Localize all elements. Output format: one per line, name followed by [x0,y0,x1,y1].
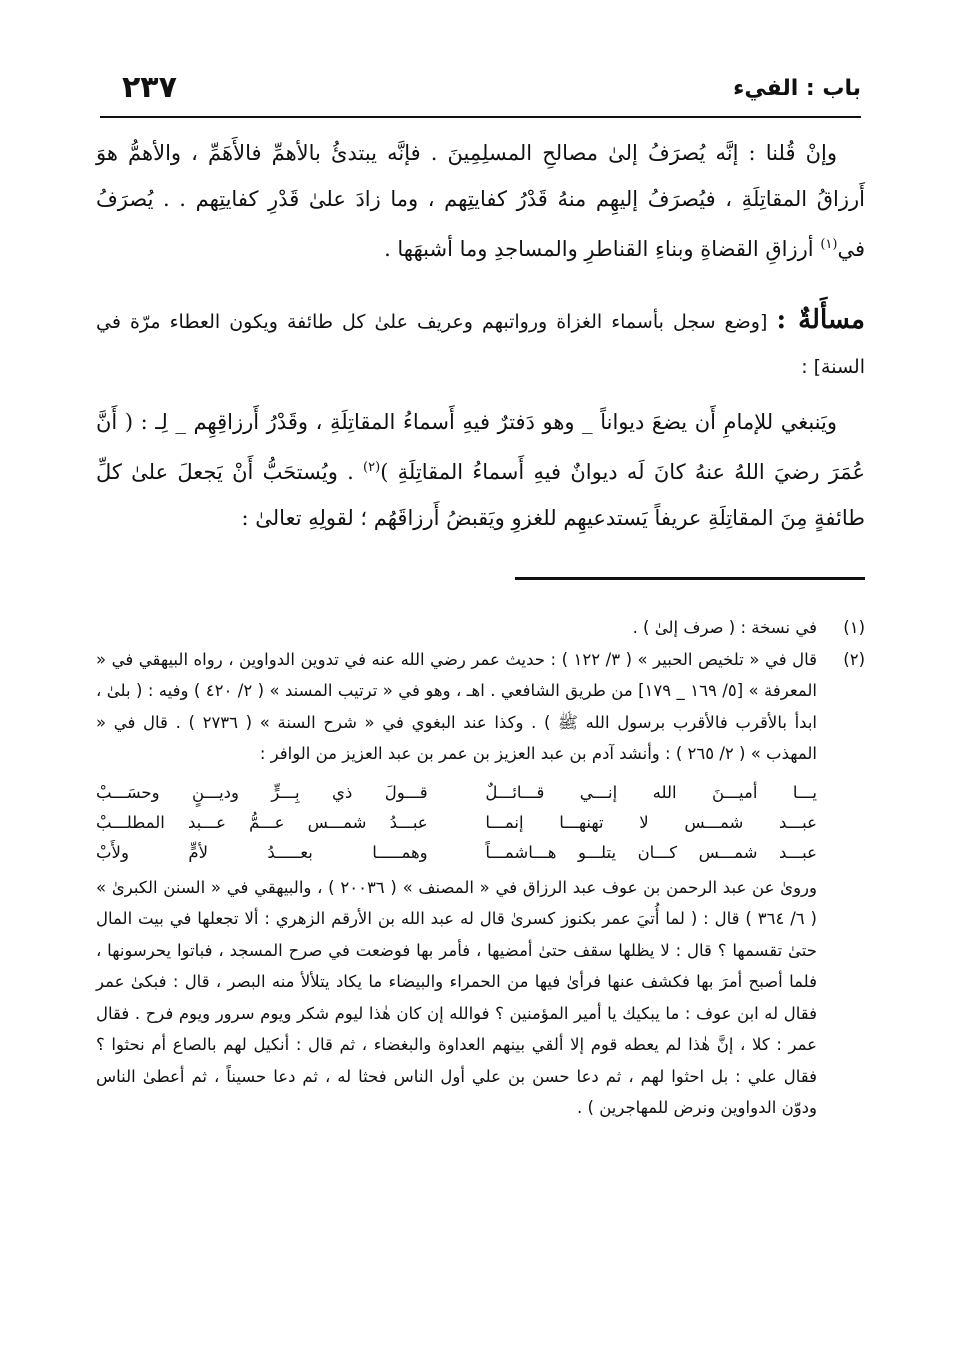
poem-line [96,778,817,808]
paragraph-2-text: ويَنبغي للإمامِ أَن يضعَ ديواناً _ وهو دَفترٌ فيهِ أَسماءُ المقاتِلَةِ ، وقَدْرُ أَرزاقِهِم _ لِـ : ( أَنَّ عُمَرَ رضيَ اللهُ عنهُ كانَ لَه ديوانٌ فيهِ أَسماءُ المقاتِلَةِ ) [96,410,865,484]
footnote-number: (٢) [843,649,865,669]
poem-first-hemistich: عبـــد شمـــس لا تهنهـــا إنمـــا [485,812,817,832]
issue-heading [96,298,865,389]
footnote-separator [515,577,865,580]
poem-first-hemistich: يـــا أميـــنَ الله إنـــي قـــائـــلٌ [485,782,817,802]
footnote-text: قال في « تلخيص الحبير » ( ٣/ ١٢٢ ) : حديث عمر رضي الله عنه في تدوين الدواوين ، رواه البيهقي في « المعرفة » [٥/ ١٦٩ _ ١٧٩] من طريق الشافعي . اهـ ، وهو في « ترتيب المسند » ( ٢/ ٤٢٠ ) وفيه : ( بلىٰ ، ابدأ بالأقرب فالأقرب برسول الله ﷺ ) . وكذا عند البغوي في « شرح السنة » ( ٢٧٣٦ ) . قال في « المهذب » ( ٢/ ٢٦٥ ) : وأنشد آدم بن عبد العزيز بن عمر بن عبد العزيز من الوافر : [96,649,818,763]
footnote-text: في نسخة : ( صرف إلىٰ ) . [632,618,817,637]
running-title: باب : الفيء [733,76,861,101]
poem-line [96,808,817,838]
page-number: ٢٣٧ [122,70,177,105]
paragraph-1-text: وإنْ قُلنا : إنَّه يُصرَفُ إلىٰ مصالحِ المسلِمِينَ . فإنَّه يبتدئُ بالأهمِّ فالأَهَمِّ ، والأهمُّ هوَ أَرزاقُ المقاتِلَةِ ، فيُصرَفُ إليهِم منهُ قَدْرُ كفايتِهم ، وما زادَ علىٰ قَدْرِ كفايتِهم . . يُصرَفُ في [96,141,865,261]
paragraph-1 [96,130,865,272]
poem-line [96,838,817,868]
footnote-2-continuation [96,872,865,1124]
issue-title: [وضع سجل بأسماء الغزاة ورواتبهم وعريف علىٰ كل طائفة ويكون العطاء مرّة في السنة] : [96,311,865,378]
header-rule [100,116,861,118]
paragraph-1-end: أرزاقِ القضاةِ وبناءِ القناطرِ والمساجدِ وما أشبهَها . [384,237,821,261]
paragraph-2 [96,399,865,541]
poem-second-hemistich: قـــولَ ذي بِـــرٍّ وديـــنٍ وحسَـــبْ [96,782,428,802]
poem-first-hemistich: عبـــد شمـــس كـــان يتلـــو هـــاشمـــاً [485,842,817,862]
footnote-number: (١) [843,618,865,637]
poem [96,778,865,868]
footnotes [96,612,865,1124]
paragraph-2-end: . ويُستحَبُّ أَنْ يَجعلَ علىٰ كلِّ طائفةٍ مِنَ المقاتِلَةِ عريفاً يَستدعيهِم للغزوِ ويَقبضُ أَرزاقَهُم ؛ لقولِهِ تعالىٰ : [96,460,865,530]
footnote-text: وروىٰ عن عبد الرحمن بن عوف عبد الرزاق في « المصنف » ( ٢٠٠٣٦ ) ، والبيهقي في « السنن الكبرىٰ » ( ٦/ ٣٦٤ ) قال : ( لما أُتيَ عمر بكنوز كسرىٰ قال له عبد الله بن الأرقم الزهري : ألا تجعلها في بيت المال حتىٰ تقسمها ؟ قال : لا يظلها سقف حتىٰ أمضيها ، فأمر بها فوضعت في صرح المسجد ، فباتوا يحرسونها ، فلما أصبح أمرَ بها فكشف عنها فرأىٰ فيها من الحمراء والبيضاء ما يكاد يتلألأ منه البصر ، قال : فبكىٰ عمر فقال له ابن عوف : ما يبكيك يا أمير المؤمنين ؟ فوالله إن كان هٰذا ليوم شكر ويوم سرور ويوم فرح . فقال عمر : كلا ، إنَّ هٰذا لم يعطه قوم إلا ألقي بينهم العداوة والبغضاء ، ثم قال : أنكيل لهم بالصاع أم نحثوا ؟ فقال علي : بل احثوا لهم ، ثم دعا حسن بن علي أول الناس فحثا له ، ثم دعا حسيناً ، ثم أعطىٰ الناس ودوّن الدواوين ونرض للمهاجرين ) . [96,877,817,1117]
footnote-1 [96,612,865,644]
footnote-ref-2: (٢) [363,460,381,475]
issue-label: مسأَلةٌ : [776,305,865,335]
main-text [96,130,865,541]
footnote-2 [96,644,865,770]
page-header [100,70,861,116]
poem-second-hemistich: عبـــدُ شمـــس عـــمُّ عـــبد المطلـــبْ [96,812,428,832]
poem-second-hemistich: وهمـــــا بعـــــدُ لأمٍّ ولأَبْ [96,842,428,862]
footnote-ref-1: (١) [820,237,838,252]
